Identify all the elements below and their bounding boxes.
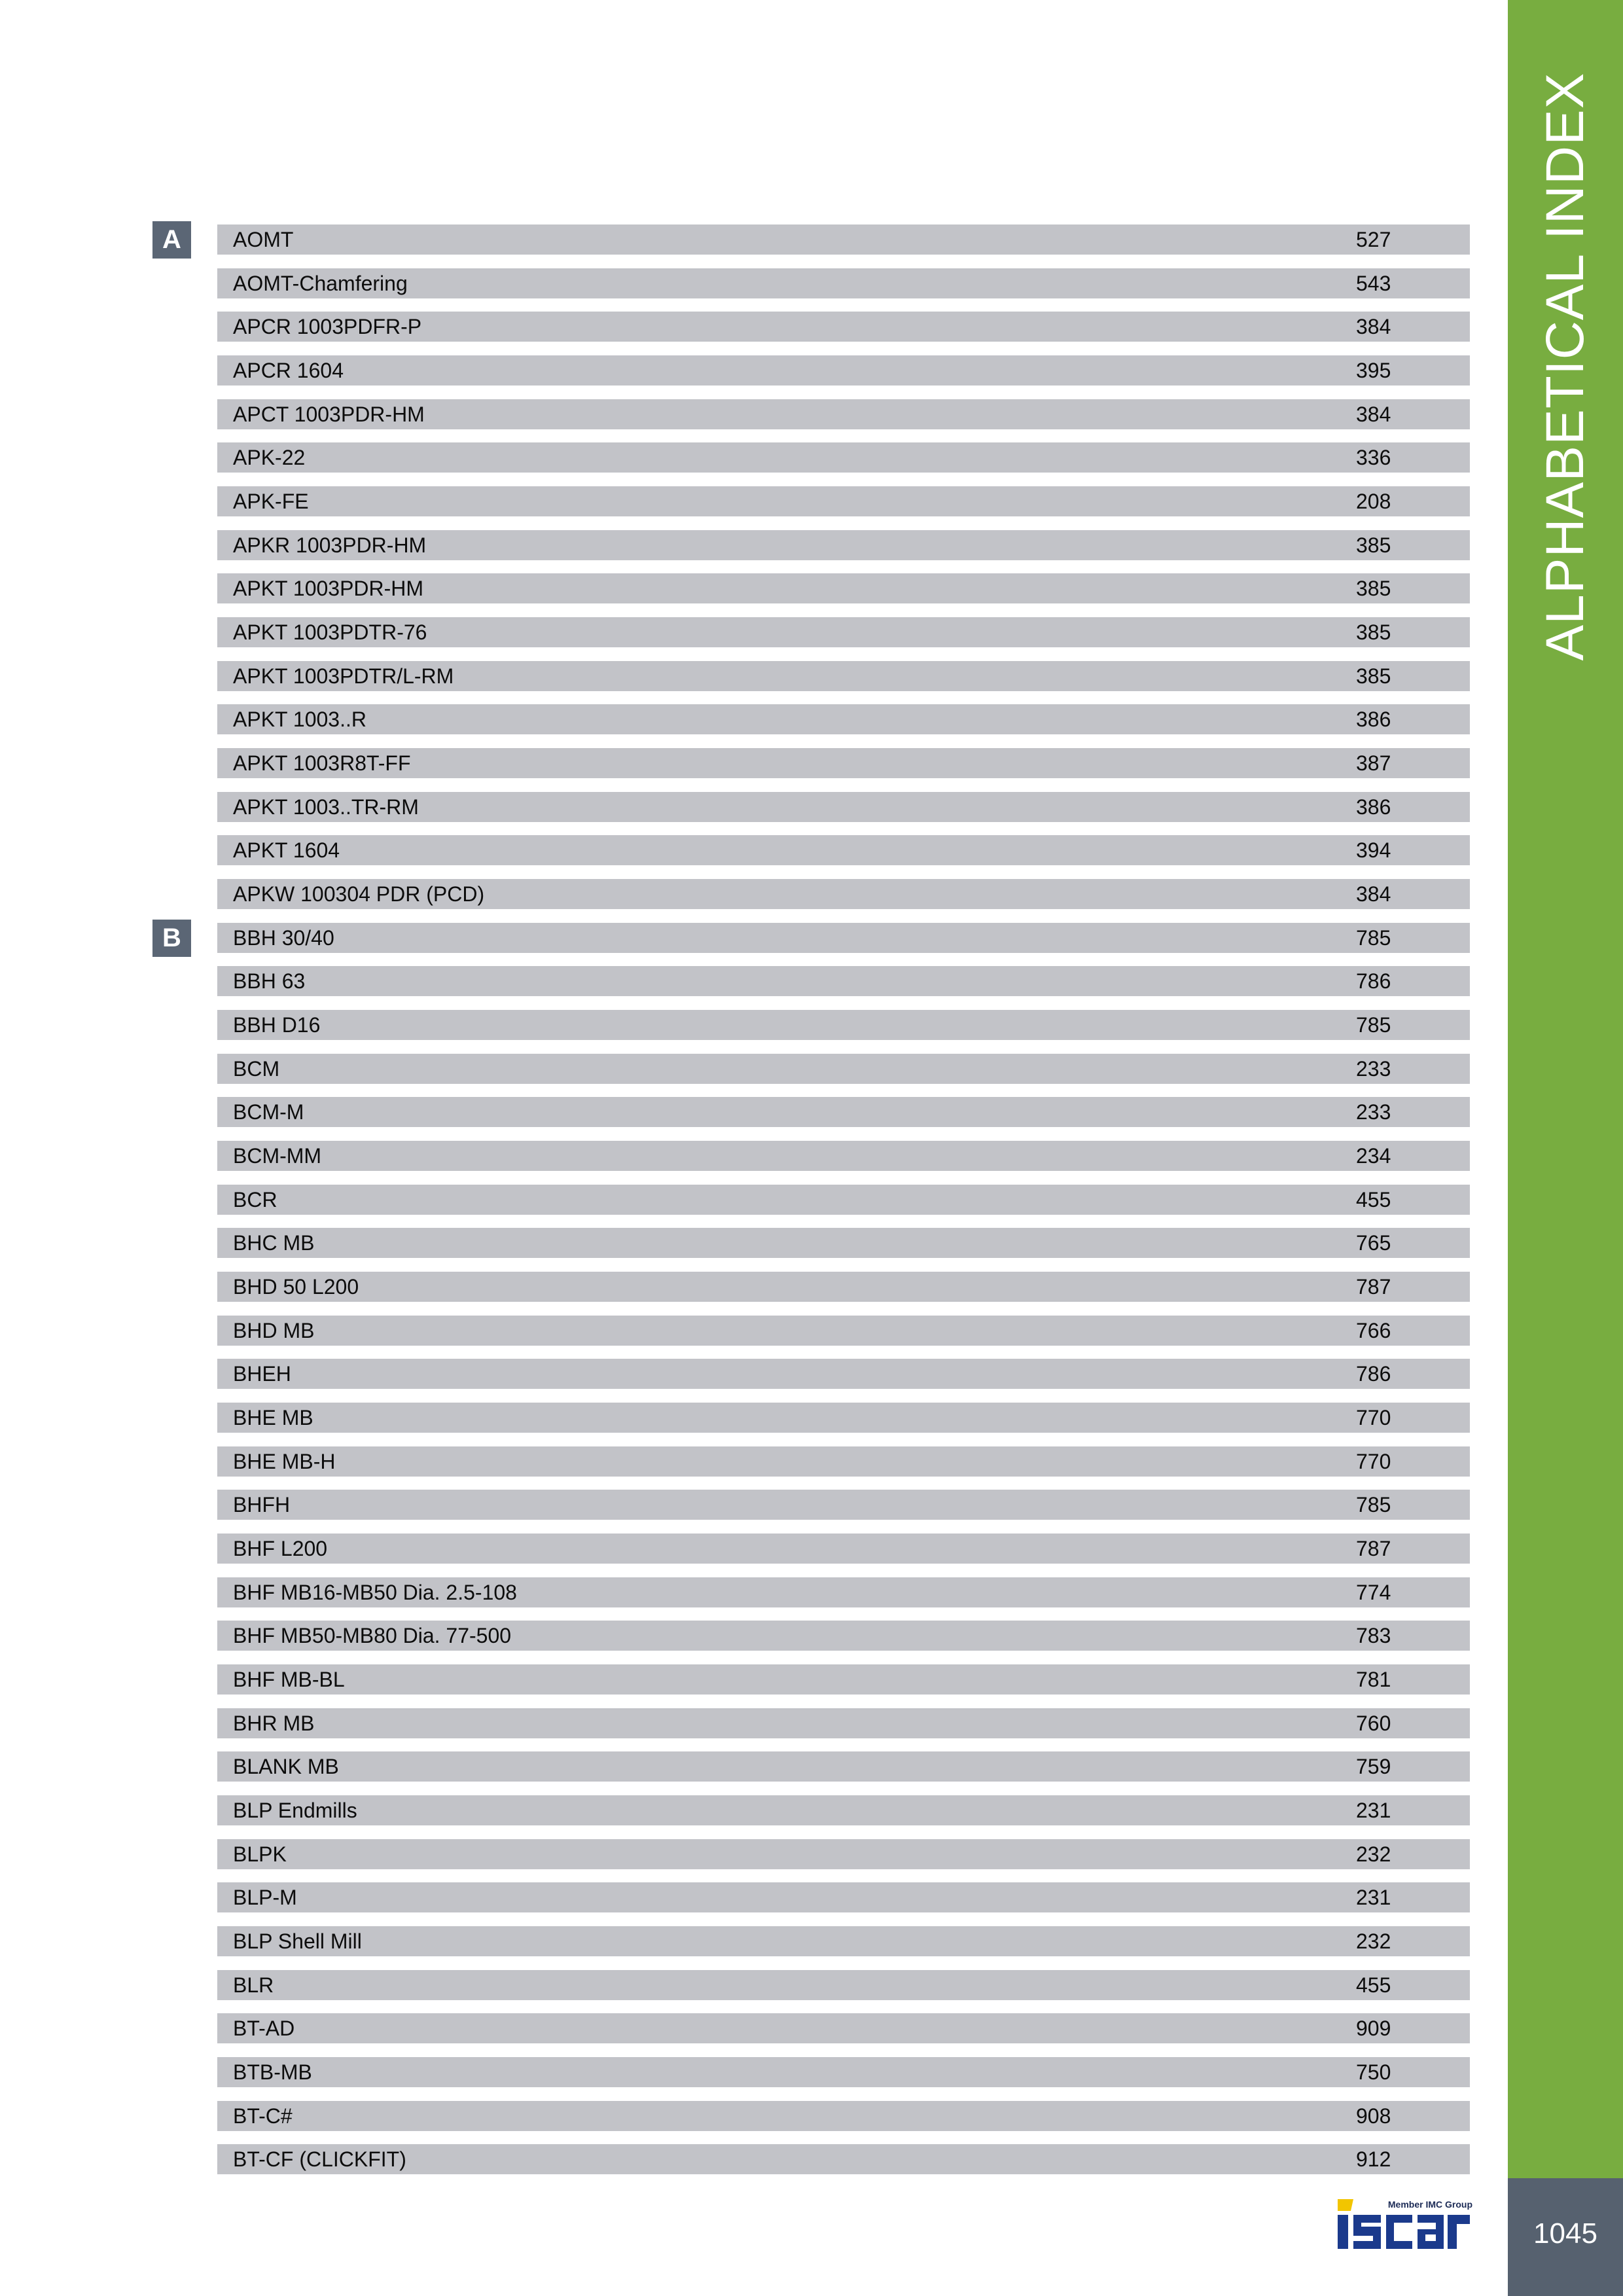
entry-name: AOMT [233,228,294,251]
entry-page: 543 [1356,272,1391,295]
index-row [217,1839,1470,1869]
entry-name: APKR 1003PDR-HM [233,533,427,557]
index-row [217,1926,1470,1956]
entry-name: APKT 1003PDTR/L-RM [233,664,454,688]
index-row [217,2144,1470,2174]
index-row [217,1316,1470,1346]
entry-page: 232 [1356,1929,1391,1953]
entry-page: 385 [1356,620,1391,644]
index-row [217,1403,1470,1433]
entry-page: 787 [1356,1275,1391,1299]
page-number: 1045 [1533,2217,1597,2250]
entry-page: 336 [1356,446,1391,469]
logo-tagline: Member IMC Group [1387,2199,1472,2210]
index-row [217,1708,1470,1738]
entry-name: BHC MB [233,1231,315,1255]
entry-page: 786 [1356,1362,1391,1386]
entry-page: 386 [1356,708,1391,731]
entry-name: AOMT-Chamfering [233,272,408,295]
entry-name: BHD MB [233,1319,315,1342]
entry-name: BHE MB [233,1406,313,1429]
entry-name: BLP Endmills [233,1799,357,1822]
index-row [217,1228,1470,1258]
entry-name: BLP Shell Mill [233,1929,362,1953]
index-row [217,1359,1470,1389]
entry-page: 208 [1356,490,1391,513]
entry-name: BCM [233,1057,280,1081]
index-row [217,1097,1470,1127]
entry-page: 385 [1356,577,1391,600]
index-row [217,224,1470,255]
index-row [217,617,1470,647]
entry-page: 770 [1356,1406,1391,1429]
entry-name: APKT 1003PDR-HM [233,577,424,600]
entry-page: 766 [1356,1319,1391,1342]
page-number-box [1508,2178,1623,2296]
entry-page: 787 [1356,1537,1391,1560]
entry-page: 783 [1356,1624,1391,1647]
index-row [217,835,1470,865]
index-row [217,923,1470,953]
index-row [217,268,1470,298]
index-row [217,399,1470,429]
entry-page: 912 [1356,2147,1391,2171]
entry-page: 394 [1356,838,1391,862]
entry-page: 231 [1356,1799,1391,1822]
entry-page: 786 [1356,969,1391,993]
entry-name: BLPK [233,1842,287,1866]
entry-name: BLR [233,1973,274,1997]
entry-page: 231 [1356,1886,1391,1909]
entry-name: BHE MB-H [233,1450,336,1473]
index-row [217,792,1470,822]
section-letter-a: A [152,221,191,259]
entry-name: APK-FE [233,490,309,513]
entry-name: APKT 1604 [233,838,340,862]
entry-name: APCR 1003PDFR-P [233,315,422,338]
index-row [217,1054,1470,1084]
entry-page: 774 [1356,1581,1391,1604]
entry-page: 527 [1356,228,1391,251]
entry-page: 785 [1356,926,1391,950]
entry-page: 384 [1356,315,1391,338]
entry-name: APCT 1003PDR-HM [233,403,425,426]
index-row [217,1490,1470,1520]
index-row [217,442,1470,473]
entry-name: BHF MB16-MB50 Dia. 2.5-108 [233,1581,517,1604]
index-row [217,1664,1470,1695]
index-row [217,1577,1470,1607]
index-row [217,2057,1470,2087]
index-row [217,1010,1470,1040]
section-letter-b: B [152,920,191,957]
entry-page: 384 [1356,882,1391,906]
index-row [217,1795,1470,1825]
entry-name: APCR 1604 [233,359,344,382]
index-row [217,1882,1470,1912]
index-row [217,2013,1470,2043]
entry-name: BT-C# [233,2104,293,2128]
entry-page: 233 [1356,1057,1391,1081]
entry-name: APKW 100304 PDR (PCD) [233,882,485,906]
entry-page: 785 [1356,1493,1391,1516]
entry-name: BTB-MB [233,2060,312,2084]
index-row [217,486,1470,516]
entry-page: 760 [1356,1712,1391,1735]
entry-name: BBH 30/40 [233,926,334,950]
entry-name: BCM-MM [233,1144,322,1168]
index-row [217,1141,1470,1171]
index-row [217,1621,1470,1651]
entry-page: 386 [1356,795,1391,819]
entry-page: 908 [1356,2104,1391,2128]
entry-name: BHF L200 [233,1537,328,1560]
entry-page: 232 [1356,1842,1391,1866]
index-row [217,1446,1470,1477]
entry-name: APKT 1003PDTR-76 [233,620,427,644]
index-row [217,704,1470,734]
entry-name: BCM-M [233,1100,304,1124]
iscar-logo [1335,2197,1472,2255]
entry-name: BHEH [233,1362,291,1386]
entry-name: BBH 63 [233,969,306,993]
index-row [217,312,1470,342]
entry-page: 759 [1356,1755,1391,1778]
entry-page: 909 [1356,2017,1391,2040]
entry-page: 765 [1356,1231,1391,1255]
entry-name: BHR MB [233,1712,315,1735]
section-title: ALPHABETICAL INDEX [1535,72,1595,661]
entry-page: 781 [1356,1668,1391,1691]
index-row [217,661,1470,691]
entry-page: 785 [1356,1013,1391,1037]
entry-page: 234 [1356,1144,1391,1168]
index-row [217,1970,1470,2000]
entry-name: APKT 1003R8T-FF [233,751,411,775]
index-row [217,966,1470,996]
index-row [217,573,1470,603]
entry-name: APKT 1003..R [233,708,366,731]
entry-page: 385 [1356,533,1391,557]
entry-name: BLANK MB [233,1755,339,1778]
entry-name: APK-22 [233,446,306,469]
index-row [217,2101,1470,2131]
entry-page: 455 [1356,1188,1391,1211]
entry-name: BLP-M [233,1886,297,1909]
index-row [217,748,1470,778]
entry-page: 770 [1356,1450,1391,1473]
entry-name: APKT 1003..TR-RM [233,795,419,819]
index-row [217,355,1470,386]
entry-page: 395 [1356,359,1391,382]
index-row [217,1272,1470,1302]
index-row [217,879,1470,909]
entry-name: BHD 50 L200 [233,1275,359,1299]
index-row [217,1751,1470,1782]
index-row [217,1185,1470,1215]
entry-name: BHF MB-BL [233,1668,345,1691]
index-row [217,530,1470,560]
entry-name: BHFH [233,1493,291,1516]
entry-name: BHF MB50-MB80 Dia. 77-500 [233,1624,512,1647]
entry-page: 385 [1356,664,1391,688]
entry-name: BT-AD [233,2017,295,2040]
entry-name: BBH D16 [233,1013,321,1037]
entry-name: BT-CF (CLICKFIT) [233,2147,406,2171]
entry-page: 750 [1356,2060,1391,2084]
entry-page: 455 [1356,1973,1391,1997]
index-row [217,1534,1470,1564]
entry-page: 233 [1356,1100,1391,1124]
entry-name: BCR [233,1188,277,1211]
entry-page: 387 [1356,751,1391,775]
entry-page: 384 [1356,403,1391,426]
